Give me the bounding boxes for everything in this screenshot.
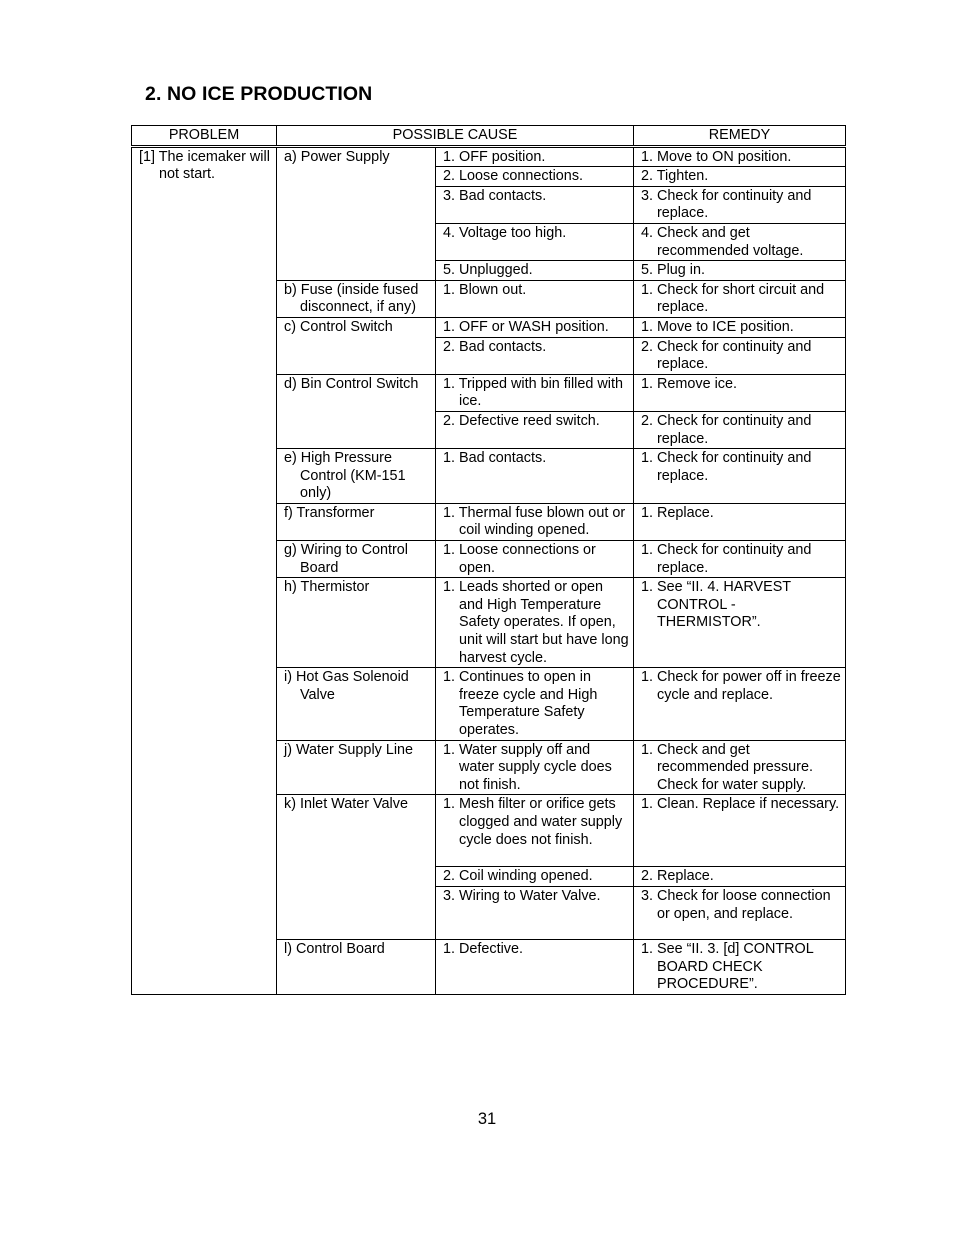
cause-text: 1. OFF position. <box>443 148 546 165</box>
cause-text: 2. Coil winding opened. <box>443 868 593 885</box>
remedy-text: 5. Plug in. <box>641 262 705 279</box>
component-cell <box>277 503 436 540</box>
troubleshooting-table <box>131 125 846 995</box>
component-cell <box>277 317 436 374</box>
remedy-text: 1. Check for continuity and replace. <box>641 542 812 576</box>
component-name: l) Control Board <box>284 940 385 957</box>
table-row <box>132 146 846 167</box>
table-body <box>132 146 846 994</box>
cause-text: 1. Thermal fuse blown out or coil winding opened. <box>443 504 626 539</box>
remedy-cell <box>634 374 846 411</box>
remedy-text: 4. Check and get recommended voltage. <box>641 224 804 259</box>
cause-text: 2. Defective reed switch. <box>443 412 600 429</box>
cause-text: 1. OFF or WASH position. <box>443 318 609 335</box>
cause-cell <box>436 167 634 187</box>
remedy-text: 2. Replace. <box>641 868 714 885</box>
component-name: k) Inlet Water Valve <box>284 796 408 813</box>
component-name: g) Wiring to Control Board <box>284 542 408 576</box>
remedy-text: 1. Move to ON position. <box>641 148 792 165</box>
remedy-text: 1. See “II. 3. [d] CONTROL BOARD CHECK PROCEDURE”. <box>641 940 814 993</box>
remedy-text: 1. Clean. Replace if necessary. <box>641 796 840 813</box>
remedy-text: 2. Check for continuity and replace. <box>641 412 812 447</box>
remedy-cell <box>634 337 846 374</box>
remedy-text: 2. Tighten. <box>641 168 709 185</box>
remedy-cell <box>634 411 846 448</box>
component-cell <box>277 541 436 578</box>
cause-cell <box>436 261 634 281</box>
component-name: b) Fuse (inside fused disconnect, if any) <box>284 281 419 316</box>
remedy-text: 1. Move to ICE position. <box>641 318 794 335</box>
cause-cell <box>436 795 634 867</box>
component-name: a) Power Supply <box>284 148 390 165</box>
cause-cell <box>436 223 634 260</box>
remedy-text: 1. Check and get recommended pressure. Check for water supply. <box>641 741 813 793</box>
remedy-cell <box>634 186 846 223</box>
component-name: d) Bin Control Switch <box>284 375 419 392</box>
section-title: 2. NO ICE PRODUCTION <box>145 83 373 105</box>
cause-text: 2. Bad contacts. <box>443 338 547 355</box>
remedy-cell <box>634 223 846 260</box>
cause-cell <box>436 578 634 668</box>
remedy-cell <box>634 261 846 281</box>
remedy-cell <box>634 939 846 994</box>
cause-text: 1. Defective. <box>443 940 523 957</box>
remedy-text: 1. Remove ice. <box>641 375 737 392</box>
remedy-text: 1. Check for short circuit and replace. <box>641 281 825 316</box>
problem-cell <box>132 146 277 994</box>
header-remedy: REMEDY <box>634 126 846 147</box>
cause-cell <box>436 541 634 578</box>
remedy-cell <box>634 867 846 887</box>
remedy-text: 3. Check for loose connection or open, and replace. <box>641 887 831 922</box>
remedy-cell <box>634 886 846 939</box>
cause-text: 1. Blown out. <box>443 281 527 298</box>
cause-cell <box>436 740 634 795</box>
cause-cell <box>436 411 634 448</box>
remedy-cell <box>634 317 846 337</box>
component-name: e) High Pressure Control (KM-151 only) <box>284 450 406 502</box>
cause-cell <box>436 668 634 740</box>
remedy-cell <box>634 795 846 867</box>
component-name: f) Transformer <box>284 504 375 521</box>
header-problem: PROBLEM <box>132 126 277 147</box>
header-possible-cause: POSSIBLE CAUSE <box>277 126 634 147</box>
cause-cell <box>436 886 634 939</box>
table-header-row <box>132 126 846 147</box>
remedy-cell <box>634 503 846 540</box>
remedy-text: 2. Check for continuity and replace. <box>641 338 812 373</box>
cause-cell <box>436 280 634 317</box>
cause-cell <box>436 146 634 167</box>
remedy-cell <box>634 280 846 317</box>
cause-text: 5. Unplugged. <box>443 262 533 279</box>
cause-cell <box>436 503 634 540</box>
remedy-cell <box>634 668 846 740</box>
page-number: 31 <box>477 1110 497 1128</box>
component-cell <box>277 939 436 994</box>
component-name: h) Thermistor <box>284 579 370 596</box>
cause-cell <box>436 186 634 223</box>
component-cell <box>277 740 436 795</box>
cause-cell <box>436 374 634 411</box>
remedy-cell <box>634 167 846 187</box>
cause-cell <box>436 337 634 374</box>
component-cell <box>277 146 436 280</box>
cause-text: 3. Wiring to Water Valve. <box>443 887 601 904</box>
cause-cell <box>436 867 634 887</box>
component-cell <box>277 668 436 740</box>
cause-cell <box>436 939 634 994</box>
cause-text: 1. Continues to open in freeze cycle and High Temperature Safety operates. <box>443 669 598 738</box>
cause-text: 3. Bad contacts. <box>443 187 547 204</box>
remedy-cell <box>634 146 846 167</box>
component-cell <box>277 280 436 317</box>
component-name: i) Hot Gas Solenoid Valve <box>284 669 409 703</box>
cause-text: 1. Bad contacts. <box>443 450 547 467</box>
cause-text: 1. Tripped with bin filled with ice. <box>443 375 623 410</box>
cause-text: 1. Leads shorted or open and High Temperature Safety operates. If open, unit will start but have long harvest cycle. <box>443 579 629 666</box>
remedy-text: 1. See “II. 4. HARVEST CONTROL - THERMISTOR”. <box>641 579 791 631</box>
remedy-cell <box>634 449 846 504</box>
cause-text: 1. Mesh filter or orifice gets clogged and water supply cycle does not finish. <box>443 796 623 848</box>
remedy-text: 1. Check for continuity and replace. <box>641 450 812 484</box>
problem-text: [1] The icemaker will not start. <box>139 148 270 183</box>
component-cell <box>277 578 436 668</box>
component-name: j) Water Supply Line <box>284 741 414 758</box>
remedy-text: 1. Check for power off in freeze cycle and replace. <box>641 669 841 703</box>
remedy-cell <box>634 541 846 578</box>
cause-cell <box>436 317 634 337</box>
cause-cell <box>436 449 634 504</box>
cause-text: 1. Loose connections or open. <box>443 542 596 576</box>
cause-text: 4. Voltage too high. <box>443 224 567 241</box>
component-cell <box>277 374 436 448</box>
remedy-text: 1. Replace. <box>641 504 714 521</box>
component-name: c) Control Switch <box>284 318 393 335</box>
remedy-cell <box>634 578 846 668</box>
component-cell <box>277 795 436 940</box>
remedy-cell <box>634 740 846 795</box>
cause-text: 2. Loose connections. <box>443 168 584 185</box>
component-cell <box>277 449 436 504</box>
cause-text: 1. Water supply off and water supply cycle does not finish. <box>443 741 612 793</box>
remedy-text: 3. Check for continuity and replace. <box>641 187 812 222</box>
